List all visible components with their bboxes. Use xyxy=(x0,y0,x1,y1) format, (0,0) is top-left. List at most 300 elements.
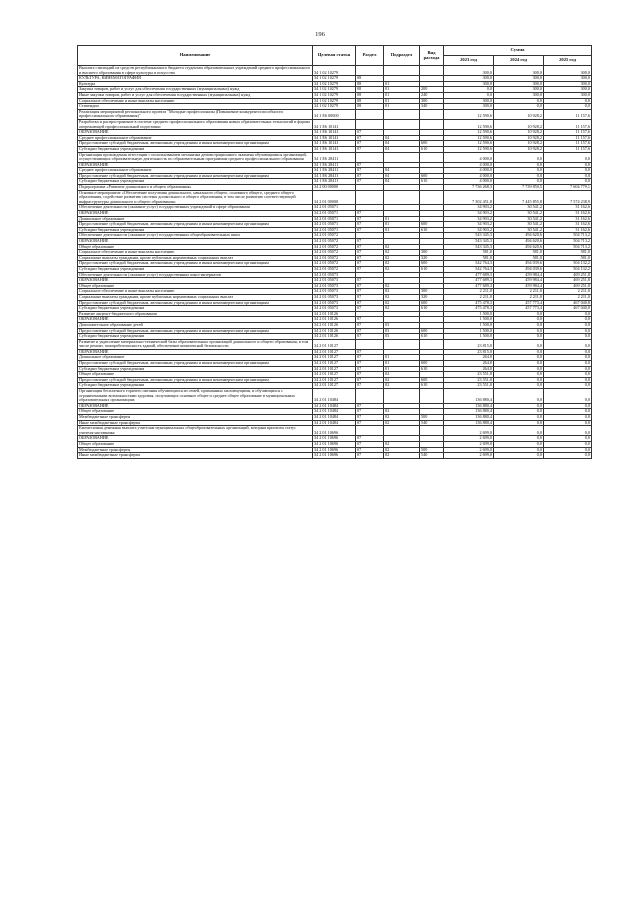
cell-target-code: 34 1 E6 10141 xyxy=(313,130,356,136)
cell-2025: 0,0 xyxy=(544,168,592,174)
cell-2023: 1 500,0 xyxy=(444,334,494,340)
cell-2023: 0,0 xyxy=(444,87,494,93)
cell-name: КУЛЬТУРА, КИНЕМАТОГРАФИЯ xyxy=(78,76,313,82)
cell-2025: 11 157,6 xyxy=(544,119,592,129)
cell-expense-type xyxy=(420,190,444,205)
cell-2025: 300,0 xyxy=(544,87,592,93)
cell-name: Выплата стипендий из средств республиканского бюджета студентам образовательных учреждений среднего профессионального и высшего образования в сфере культуры и искусства xyxy=(78,66,313,76)
cell-section xyxy=(356,389,384,404)
cell-subsection: 02 xyxy=(384,420,420,426)
cell-target-code: 34 2 01 05072 xyxy=(313,250,356,256)
cell-2024: 0,0 xyxy=(494,366,544,372)
cell-2023: 264,0 xyxy=(444,366,494,372)
cell-subsection: 01 xyxy=(384,227,420,233)
cell-2024: 0,0 xyxy=(494,409,544,415)
cell-section: 07 xyxy=(356,372,384,378)
cell-2023: 136 880,4 xyxy=(444,409,494,415)
cell-2023: 12 590,6 xyxy=(444,135,494,141)
cell-target-code: 34 2 01 10126 xyxy=(313,317,356,323)
cell-2025: 0,0 xyxy=(544,328,592,334)
cell-name: Социальное обеспечение и иные выплаты населению xyxy=(78,250,313,256)
cell-2023: 12 590,6 xyxy=(444,146,494,152)
cell-section xyxy=(356,426,384,436)
cell-2024: 2 211,0 xyxy=(494,289,544,295)
cell-target-code: 34 1 02 10279 xyxy=(313,87,356,93)
cell-2023: 581,0 xyxy=(444,255,494,261)
cell-section: 07 xyxy=(356,306,384,312)
cell-2023: 12 590,6 xyxy=(444,119,494,129)
cell-target-code: 34 1 E6 10141 xyxy=(313,146,356,152)
cell-section: 07 xyxy=(356,261,384,267)
cell-subsection: 01 xyxy=(384,366,420,372)
cell-subsection: 02 xyxy=(384,294,420,300)
cell-subsection: 02 xyxy=(384,415,420,421)
budget-table xyxy=(77,45,592,459)
cell-target-code: 34 1 02 10279 xyxy=(313,81,356,87)
table-row xyxy=(78,152,592,162)
cell-subsection: 03 xyxy=(384,328,420,334)
cell-subsection: 04 xyxy=(384,173,420,179)
cell-2025: 0,0 xyxy=(544,361,592,367)
cell-section: 07 xyxy=(356,222,384,228)
cell-target-code: 34 2 01 05072 xyxy=(313,266,356,272)
cell-2024: 0,0 xyxy=(494,168,544,174)
cell-subsection: 02 xyxy=(384,266,420,272)
cell-name: Субсидии бюджетным учреждениям xyxy=(78,383,313,389)
cell-2024: 10 928,2 xyxy=(494,109,544,119)
cell-2025: 0,0 xyxy=(544,389,592,404)
cell-name: Социальные выплаты гражданам, кроме публичных нормативных социальных выплат xyxy=(78,294,313,300)
cell-subsection: 02 xyxy=(384,300,420,306)
cell-subsection: 02 xyxy=(384,283,420,289)
cell-target-code: 34 2 01 10696 xyxy=(313,436,356,442)
cell-target-code: 34 2 01 10127 xyxy=(313,366,356,372)
cell-section: 07 xyxy=(356,173,384,179)
cell-2023: 543 345,3 xyxy=(444,239,494,245)
cell-2024: 30 541,2 xyxy=(494,216,544,222)
cell-target-code: 34 1 E6 28411 xyxy=(313,152,356,162)
header-year-2024: 2024 год xyxy=(494,56,544,66)
cell-2024: 0,0 xyxy=(494,311,544,317)
cell-2024: 0,0 xyxy=(494,447,544,453)
cell-2024: 0,0 xyxy=(494,453,544,459)
cell-name: Иные межбюджетные трансферты xyxy=(78,453,313,459)
cell-2025: 0,0 xyxy=(544,441,592,447)
cell-2023: 300,0 xyxy=(444,76,494,82)
cell-target-code: 34 1 E6 28411 xyxy=(313,173,356,179)
cell-2025: 581,0 xyxy=(544,250,592,256)
cell-subsection: 04 xyxy=(384,135,420,141)
cell-expense-type: 610 xyxy=(420,334,444,340)
cell-name: Развитие лицеист-бюджетного образования xyxy=(78,311,313,317)
cell-section: 07 xyxy=(356,361,384,367)
cell-target-code: 34 2 01 10696 xyxy=(313,453,356,459)
cell-2024: 494 039,6 xyxy=(494,266,544,272)
cell-target-code: 34 2 01 10484 xyxy=(313,389,356,404)
cell-2024: 459 984,4 xyxy=(494,278,544,284)
cell-subsection: 02 xyxy=(384,250,420,256)
cell-2025: 300,0 xyxy=(544,81,592,87)
cell-2025: 300,0 xyxy=(544,92,592,98)
cell-2024: 459 984,4 xyxy=(494,283,544,289)
cell-2024: 0,0 xyxy=(494,415,544,421)
cell-target-code: 34 2 01 10484 xyxy=(313,415,356,421)
cell-name: Субсидии бюджетным учреждениям xyxy=(78,266,313,272)
header-target: Целевая статья xyxy=(313,46,356,66)
cell-2024: 0,0 xyxy=(494,162,544,168)
cell-name: Общее образование xyxy=(78,409,313,415)
cell-subsection: 04 xyxy=(384,168,420,174)
cell-target-code: 34 2 01 10127 xyxy=(313,355,356,361)
cell-name: Ежемесячная денежная выплата учителям муниципальных общеобразовательных организаций, которым присвоен статус учителя-наставника xyxy=(78,426,313,436)
cell-2025: 31 162,6 xyxy=(544,227,592,233)
cell-2024: 457 773,4 xyxy=(494,306,544,312)
cell-name: ОБРАЗОВАНИЕ xyxy=(78,403,313,409)
cell-2025: 0,0 xyxy=(544,409,592,415)
cell-2024: 494 039,6 xyxy=(494,261,544,267)
cell-2024: 300,0 xyxy=(494,92,544,98)
cell-2023: 264,0 xyxy=(444,361,494,367)
cell-name: Социальное обеспечение и иные выплаты населению xyxy=(78,98,313,104)
cell-subsection: 02 xyxy=(384,244,420,250)
cell-name: Предоставление субсидий бюджетным, автономным учреждениям и иным некоммерческим организациям xyxy=(78,173,313,179)
cell-2024: 0,0 xyxy=(494,441,544,447)
cell-2024: 0,0 xyxy=(494,372,544,378)
cell-target-code: 34 1 02 10279 xyxy=(313,92,356,98)
cell-name: Общее образование xyxy=(78,441,313,447)
cell-2023: 2 211,0 xyxy=(444,294,494,300)
cell-2024: 0,0 xyxy=(494,383,544,389)
cell-subsection: 04 xyxy=(384,146,420,152)
cell-2024: 0,0 xyxy=(494,420,544,426)
table-row xyxy=(78,426,592,436)
cell-2025: 2 211,0 xyxy=(544,289,592,295)
cell-2023: 1 500,0 xyxy=(444,328,494,334)
cell-2025: 0,0 xyxy=(544,334,592,340)
cell-target-code: 34 2 01 10484 xyxy=(313,409,356,415)
cell-2023: 0,0 xyxy=(444,92,494,98)
cell-2023: 12 590,6 xyxy=(444,141,494,147)
cell-2025: 0,0 xyxy=(544,453,592,459)
cell-2023: 477 689,3 xyxy=(444,278,494,284)
cell-2025: 0,0 xyxy=(544,179,592,185)
cell-subsection: 01 xyxy=(384,216,420,222)
cell-expense-type: 600 xyxy=(420,377,444,383)
cell-2023: 2 699,0 xyxy=(444,447,494,453)
cell-2024: 0,0 xyxy=(494,426,544,436)
cell-2024: 30 541,2 xyxy=(494,205,544,211)
cell-2024: 10 928,2 xyxy=(494,135,544,141)
cell-name: Предоставление субсидий бюджетным, автономным учреждениям и иным некоммерческим организациям xyxy=(78,361,313,367)
cell-2024: 0,0 xyxy=(494,317,544,323)
cell-target-code: 34 1 02 10279 xyxy=(313,66,356,76)
cell-section: 07 xyxy=(356,441,384,447)
cell-2023: 475 478,3 xyxy=(444,306,494,312)
cell-expense-type: 600 xyxy=(420,328,444,334)
cell-2024: 0,0 xyxy=(494,322,544,328)
cell-2025: 0,0 xyxy=(544,383,592,389)
cell-section: 07 xyxy=(356,349,384,355)
cell-2025: 0,0 xyxy=(544,420,592,426)
cell-expense-type: 200 xyxy=(420,87,444,93)
cell-2023: 23 551,0 xyxy=(444,372,494,378)
cell-name: Социальное обеспечение и иные выплаты населению xyxy=(78,289,313,295)
cell-2023: 542 764,3 xyxy=(444,266,494,272)
cell-expense-type: 610 xyxy=(420,146,444,152)
cell-target-code: 34 2 01 10127 xyxy=(313,383,356,389)
cell-expense-type: 540 xyxy=(420,420,444,426)
cell-2023: 136 880,4 xyxy=(444,415,494,421)
cell-2024: 7 739 850,5 xyxy=(494,185,544,191)
cell-section: 07 xyxy=(356,239,384,245)
cell-section: 07 xyxy=(356,300,384,306)
cell-expense-type: 300 xyxy=(420,289,444,295)
cell-name: Обеспечение деятельности (оказание услуг) государственных школ-интернатов xyxy=(78,272,313,278)
cell-target-code: 34 2 01 05072 xyxy=(313,239,356,245)
cell-expense-type: 610 xyxy=(420,266,444,272)
cell-section: 07 xyxy=(356,289,384,295)
cell-section: 08 xyxy=(356,87,384,93)
cell-name: Организация бесплатного горячего питания обучающихся из семей, признанных малоимущими, и обучающихся с ограниченными возможностями здоровья, получающих основное общее и среднее общее образование в муниципальных образовательных организациях xyxy=(78,389,313,404)
cell-2024: 457 773,4 xyxy=(494,300,544,306)
cell-expense-type: 600 xyxy=(420,300,444,306)
cell-2025: 31 162,6 xyxy=(544,222,592,228)
cell-target-code: 34 2 01 10696 xyxy=(313,447,356,453)
cell-target-code: 34 1 02 10279 xyxy=(313,76,356,82)
cell-target-code: 34 2 01 05071 xyxy=(313,216,356,222)
cell-2025: 0,0 xyxy=(544,173,592,179)
cell-section: 07 xyxy=(356,250,384,256)
cell-name: ОБРАЗОВАНИЕ xyxy=(78,130,313,136)
cell-2024: 0,0 xyxy=(494,361,544,367)
cell-target-code: 34 2 01 10127 xyxy=(313,372,356,378)
cell-name: Организация прохождения аттестации с использованием механизма демонстрационного экзамена обучающимися организаций, осуществляющих образовательную деятельность по образовательным программам среднего профессионального образования xyxy=(78,152,313,162)
cell-section: 07 xyxy=(356,317,384,323)
cell-expense-type xyxy=(420,109,444,119)
cell-2024: 494 620,6 xyxy=(494,239,544,245)
cell-2023: 23 815,0 xyxy=(444,339,494,349)
cell-2025: 7 574 238,9 xyxy=(544,190,592,205)
cell-2025: 300,0 xyxy=(544,76,592,82)
cell-2023: 7 736 268,3 xyxy=(444,185,494,191)
cell-section: 07 xyxy=(356,447,384,453)
cell-name: Подпрограмма «Развитие дошкольного и общего образования» xyxy=(78,185,313,191)
cell-2024: 0,0 xyxy=(494,403,544,409)
cell-2023: 4 000,0 xyxy=(444,162,494,168)
cell-section: 07 xyxy=(356,162,384,168)
cell-section xyxy=(356,339,384,349)
cell-2023: 2 211,0 xyxy=(444,289,494,295)
cell-subsection xyxy=(384,66,420,76)
cell-2025: 0,0 xyxy=(544,355,592,361)
cell-2025: 0,0 xyxy=(544,366,592,372)
cell-2023: 4 000,0 xyxy=(444,152,494,162)
cell-2025: 31 162,6 xyxy=(544,216,592,222)
cell-section: 07 xyxy=(356,334,384,340)
cell-2025: 0,0 xyxy=(544,349,592,355)
cell-target-code: 34 1 E6 10141 xyxy=(313,119,356,129)
header-year-2025: 2025 год xyxy=(544,56,592,66)
header-sum: Сумма xyxy=(444,46,592,56)
cell-subsection: 01 xyxy=(384,355,420,361)
cell-2023: 543 345,3 xyxy=(444,244,494,250)
cell-2024: 0,0 xyxy=(494,173,544,179)
cell-name: Субсидии бюджетным учреждениям xyxy=(78,334,313,340)
cell-2023: 12 590,6 xyxy=(444,130,494,136)
cell-section: 07 xyxy=(356,415,384,421)
cell-target-code: 34 1 02 10279 xyxy=(313,98,356,104)
cell-target-code: 34 2 01 05071 xyxy=(313,227,356,233)
table-body xyxy=(78,66,592,459)
cell-name: Предоставление субсидий бюджетным, автономным учреждениям и иным некоммерческим организациям xyxy=(78,141,313,147)
header-section: Раздел xyxy=(356,46,384,66)
cell-subsection xyxy=(384,339,420,349)
cell-2025: 504 713,2 xyxy=(544,239,592,245)
cell-subsection: 02 xyxy=(384,261,420,267)
cell-section: 08 xyxy=(356,76,384,82)
cell-name: Развитие и укрепление материально-технической базы образовательных организаций дошкольного и общего образования, в том числе ремонт, пожаробезопасность зданий, обеспечение комплексной безопасности xyxy=(78,339,313,349)
cell-2025: 0,0 xyxy=(544,377,592,383)
header-expense-type: Вид расхода xyxy=(420,46,444,66)
cell-target-code: 34 1 02 10279 xyxy=(313,104,356,110)
cell-name: ОБРАЗОВАНИЕ xyxy=(78,239,313,245)
cell-2024: 30 541,2 xyxy=(494,227,544,233)
cell-target-code: 34 2 01 05071 xyxy=(313,205,356,211)
cell-section: 07 xyxy=(356,278,384,284)
cell-name: Предоставление субсидий бюджетным, автономным учреждениям и иным некоммерческим организациям xyxy=(78,300,313,306)
cell-2025: 504 132,2 xyxy=(544,266,592,272)
cell-2023: 581,0 xyxy=(444,250,494,256)
cell-2023: 23 551,0 xyxy=(444,383,494,389)
cell-subsection: 01 xyxy=(384,98,420,104)
cell-2025: 504 713,2 xyxy=(544,244,592,250)
cell-expense-type: 320 xyxy=(420,255,444,261)
cell-2024: 581,0 xyxy=(494,250,544,256)
cell-2023: 1 500,0 xyxy=(444,311,494,317)
cell-target-code: 34 2 01 10484 xyxy=(313,403,356,409)
cell-2025: 469 251,8 xyxy=(544,283,592,289)
cell-name: Среднее профессиональное образование xyxy=(78,135,313,141)
cell-name: Иные межбюджетные трансферты xyxy=(78,420,313,426)
cell-2025: 0,0 xyxy=(544,403,592,409)
cell-section: 07 xyxy=(356,436,384,442)
cell-subsection: 03 xyxy=(384,322,420,328)
cell-2025: 31 162,6 xyxy=(544,205,592,211)
cell-2025: 31 162,6 xyxy=(544,211,592,217)
cell-target-code: 34 2 01 10126 xyxy=(313,322,356,328)
cell-2024: 300,0 xyxy=(494,76,544,82)
cell-2024: 7 445 855,8 xyxy=(494,190,544,205)
cell-target-code: 34 2 01 10126 xyxy=(313,334,356,340)
cell-expense-type xyxy=(420,66,444,76)
cell-2024: 0,0 xyxy=(494,389,544,404)
cell-section: 07 xyxy=(356,409,384,415)
cell-name: Обеспечение деятельности (оказание услуг) государственных общеобразовательных школ xyxy=(78,233,313,239)
cell-target-code: 34 1 E6 28411 xyxy=(313,179,356,185)
cell-2023: 300,0 xyxy=(444,81,494,87)
cell-subsection: 02 xyxy=(384,372,420,378)
cell-section: 07 xyxy=(356,227,384,233)
cell-name: Среднее профессиональное образование xyxy=(78,168,313,174)
cell-2023: 4 000,0 xyxy=(444,179,494,185)
cell-subsection xyxy=(384,152,420,162)
cell-section: 07 xyxy=(356,453,384,459)
cell-2025: 504 132,2 xyxy=(544,261,592,267)
cell-section: 07 xyxy=(356,383,384,389)
cell-subsection xyxy=(384,119,420,129)
cell-2025: 11 157,6 xyxy=(544,141,592,147)
cell-expense-type: 610 xyxy=(420,383,444,389)
cell-2024: 0,0 xyxy=(494,355,544,361)
cell-section xyxy=(356,152,384,162)
cell-2025: 467 040,8 xyxy=(544,306,592,312)
cell-2024: 494 620,6 xyxy=(494,233,544,239)
cell-2023: 34 903,2 xyxy=(444,216,494,222)
cell-target-code: 34 2 01 10126 xyxy=(313,328,356,334)
cell-subsection: 02 xyxy=(384,289,420,295)
cell-expense-type: 610 xyxy=(420,179,444,185)
cell-2025: 0,0 xyxy=(544,322,592,328)
cell-2023: 7 302 451,8 xyxy=(444,190,494,205)
cell-target-code: 34 2 01 05071 xyxy=(313,222,356,228)
cell-expense-type: 300 xyxy=(420,98,444,104)
cell-target-code: 34 2 01 10696 xyxy=(313,441,356,447)
cell-name: Субсидии бюджетным учреждениям xyxy=(78,306,313,312)
cell-expense-type xyxy=(420,339,444,349)
table-row xyxy=(78,66,592,76)
cell-name: Реализация мероприятий регионального проекта "Молодые профессионалы (Повышение конкурентоспособности профессионального образования)" xyxy=(78,109,313,119)
table-row xyxy=(78,109,592,119)
cell-target-code: 34 2 01 10696 xyxy=(313,426,356,436)
table-row xyxy=(78,339,592,349)
cell-target-code: 34 2 01 10127 xyxy=(313,361,356,367)
cell-2025: 7 604 779,1 xyxy=(544,185,592,191)
cell-subsection: 01 xyxy=(384,104,420,110)
cell-expense-type: 600 xyxy=(420,222,444,228)
cell-subsection: 02 xyxy=(384,441,420,447)
cell-expense-type xyxy=(420,119,444,129)
cell-target-code: 34 2 01 05072 xyxy=(313,261,356,267)
cell-2023: 543 345,3 xyxy=(444,233,494,239)
cell-2024: 10 928,2 xyxy=(494,141,544,147)
cell-2024: 0,0 xyxy=(494,334,544,340)
cell-subsection: 01 xyxy=(384,81,420,87)
cell-2024: 10 928,2 xyxy=(494,146,544,152)
cell-section: 07 xyxy=(356,216,384,222)
cell-section: 07 xyxy=(356,141,384,147)
cell-2024: 30 541,2 xyxy=(494,222,544,228)
cell-2025: 0,0 xyxy=(544,372,592,378)
cell-2023: 4 000,0 xyxy=(444,173,494,179)
cell-2025: 0,0 xyxy=(544,447,592,453)
cell-name: Дошкольное образование xyxy=(78,216,313,222)
cell-expense-type: 610 xyxy=(420,227,444,233)
cell-2024: 0,0 xyxy=(494,339,544,349)
cell-expense-type: 320 xyxy=(420,294,444,300)
cell-2023: 23 815,0 xyxy=(444,349,494,355)
cell-name: Межбюджетные трансферты xyxy=(78,415,313,421)
cell-2025: 0,0 xyxy=(544,339,592,349)
cell-section: 07 xyxy=(356,420,384,426)
cell-2024: 10 928,2 xyxy=(494,130,544,136)
cell-subsection: 03 xyxy=(384,334,420,340)
cell-target-code: 34 2 01 10127 xyxy=(313,339,356,349)
cell-target-code: 34 2 01 10127 xyxy=(313,377,356,383)
cell-name: Основное мероприятие «Обеспечение получения дошкольного, начального общего, основного общего, среднего общего образования, содействие развитию системы дошкольного и общего образования, в том числе развитию соответствующей инфраструктуры дошкольного и общего образования» xyxy=(78,190,313,205)
cell-subsection: 02 xyxy=(384,383,420,389)
cell-section: 07 xyxy=(356,283,384,289)
cell-subsection: 04 xyxy=(384,179,420,185)
